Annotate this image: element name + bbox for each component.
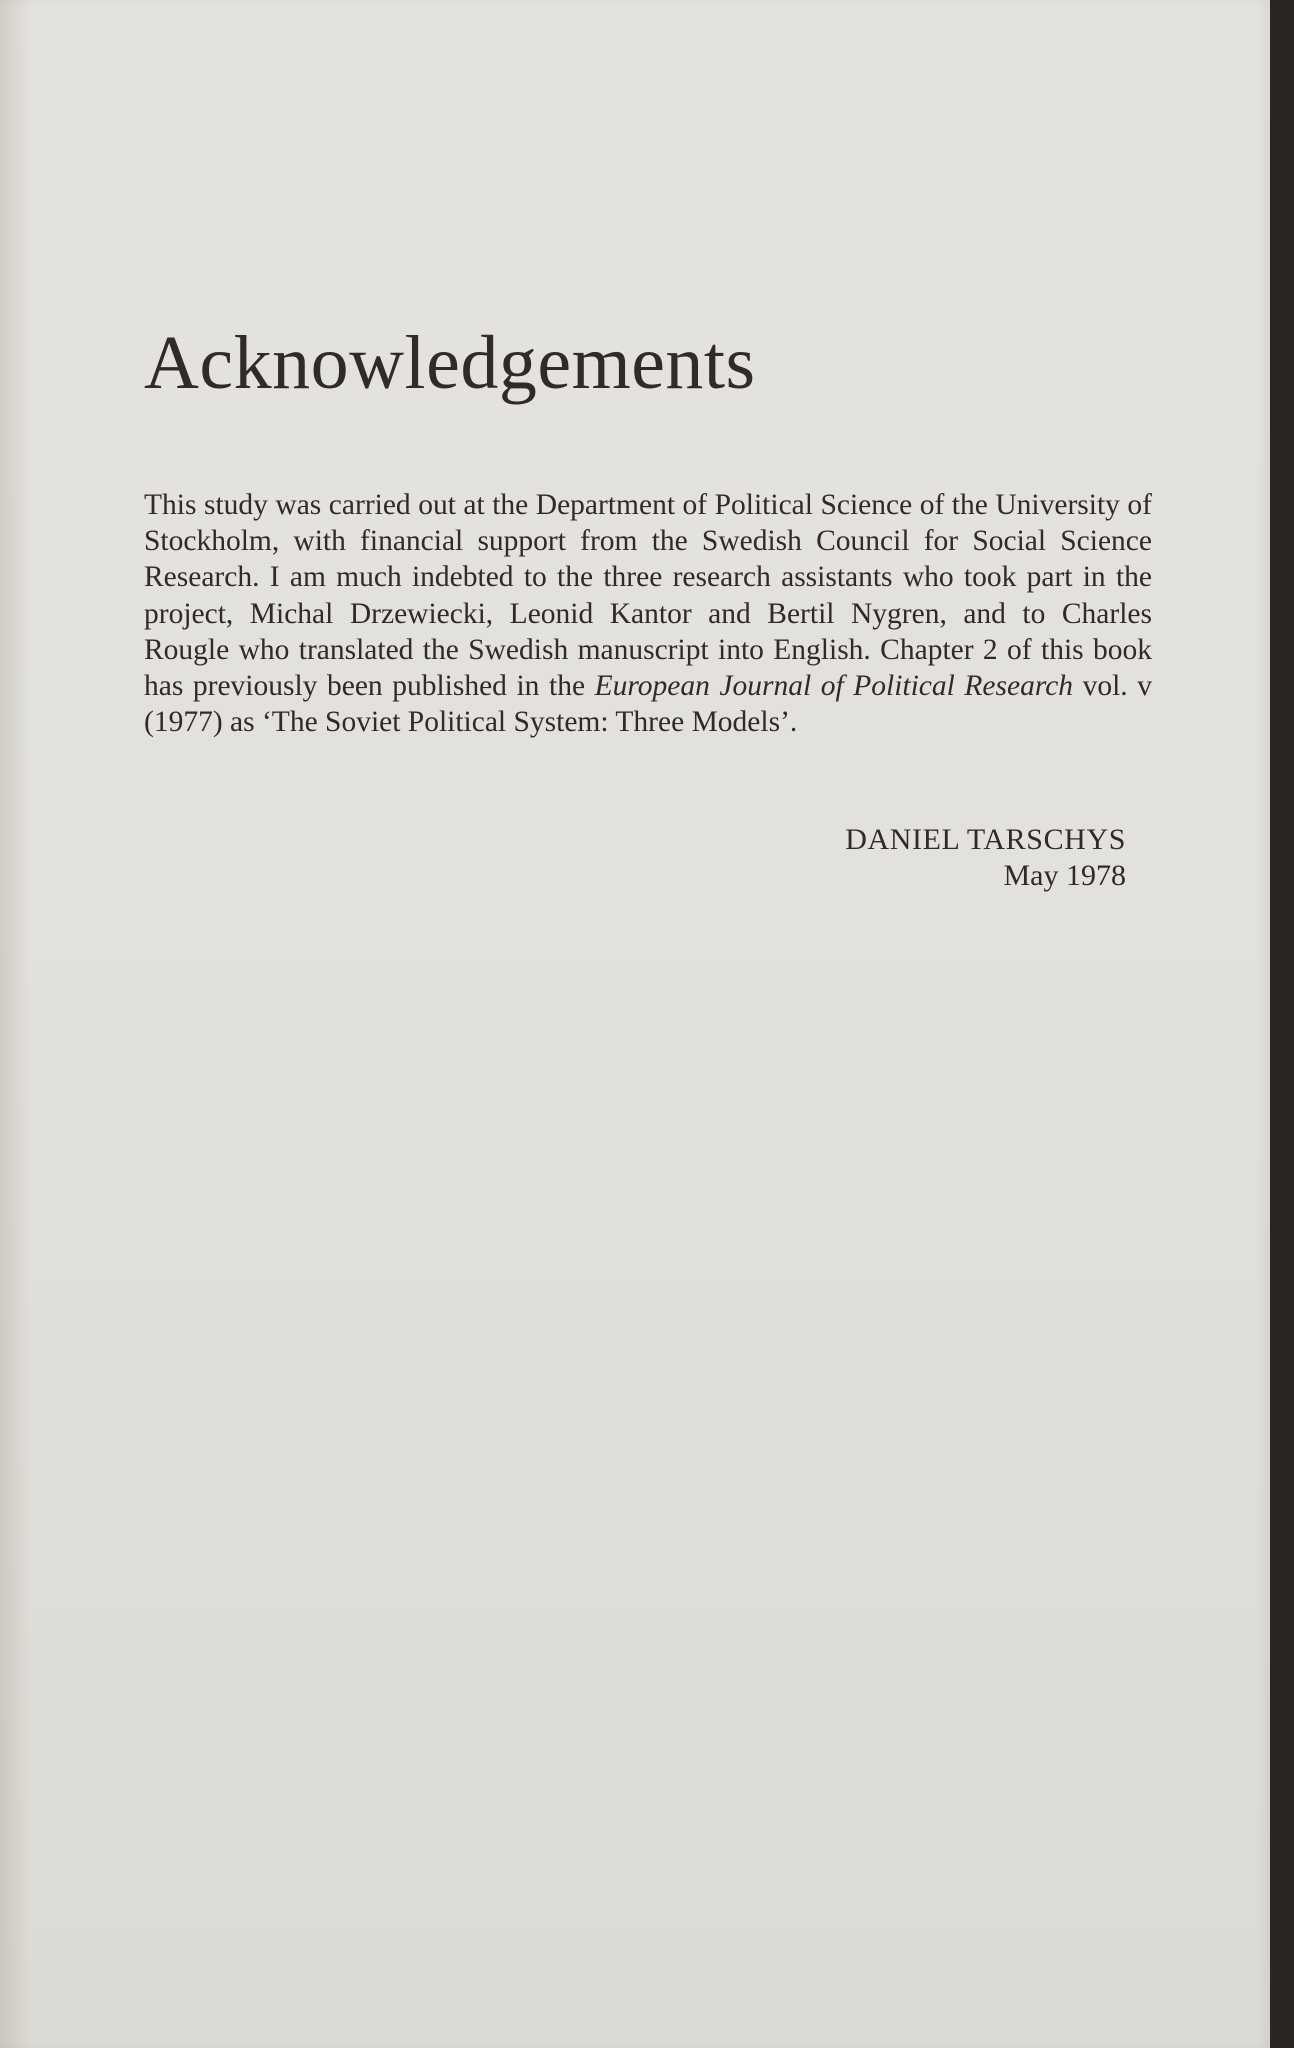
paragraph-text-1: This study was carried out at the Department of Political Science of the University of Stockholm, with financial support from the Swedish Council for Social Science Research. I am much indebted to the three research assistants who took part in the project, Michal Drzewiecki, Leonid Kantor and Bertil Nygren, and to Charles Rougle who translated the Swedish manuscript into English. Chapter 2 of this book has previously been published in the (144, 489, 1152, 703)
signature-date: May 1978 (1003, 859, 1126, 892)
page-spine-shadow (0, 0, 30, 2048)
acknowledgements-paragraph (144, 487, 1152, 740)
journal-title: European Journal of Political Research (594, 670, 1074, 703)
author-name: DANIEL TARSCHYS (845, 823, 1126, 856)
page-title: Acknowledgements (144, 321, 756, 405)
signature-block (845, 822, 1126, 894)
paragraph-text-2: vol. v (1977) as ‘The Soviet Political System: Three Models’. (144, 670, 1152, 739)
